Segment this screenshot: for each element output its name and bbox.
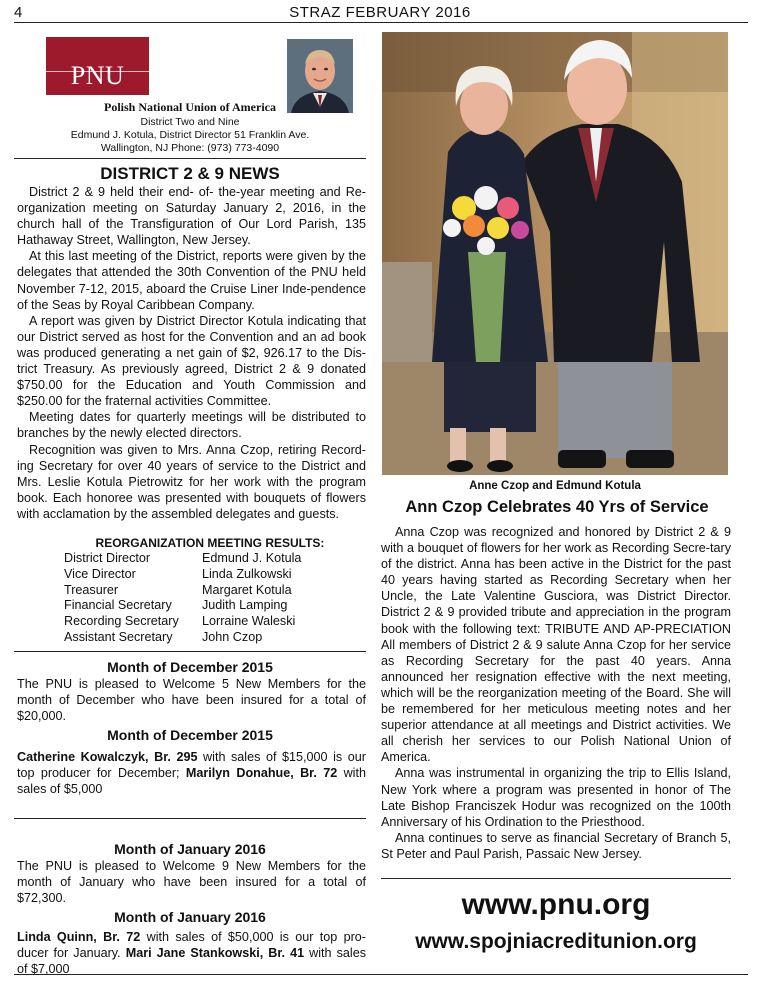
- news-paragraph: A report was given by District Director Kotula indicating that our District served as host for the Convention and an ad book was produced generating a net gain of $2, 926.17 to the Dis-trict Treasury. As previously agreed, District 2 & 9 donated $750.00 for the Education and Youth Commission and $250.00 for the fraternal activities Committee.: [17, 313, 366, 409]
- story-paragraph: Anna Czop was recognized and honored by District 2 & 9 with a bouquet of flowers for her work as Recording Secre-tary of the district. Anna has been active in the District for the past 40 years having started as Recording Secretary when her Uncle, the Late Valentine Gusciora, was District Director. District 2 & 9 provided tribute and appreciation in the program book with the following text: TRIBUTE AND AP-PRECIATION All members of District 2 & 9 salute Anna Czop for her service as Recording Secretary for the past 40 years. Anna announced her resignation effective with the next meeting, which will be the reorganization meeting of the Board. She will be remembered for her meticulous meeting notes and her superior attendance at all meetings and District activities. We all cherish her services to our Polish National Union of America.: [381, 525, 731, 765]
- officer-name: Linda Zulkowski: [202, 566, 292, 581]
- pnu-logo: [46, 37, 149, 95]
- december-members-text: [17, 676, 366, 724]
- photo-caption: Anne Czop and Edmund Kotula: [469, 480, 641, 492]
- logo-text: PNU: [70, 61, 125, 90]
- officer-name: Edmund J. Kotula: [202, 551, 302, 565]
- role: Recording Secretary: [64, 614, 179, 629]
- january-producers-paragraph: [17, 929, 366, 977]
- role: Assistant Secretary: [64, 629, 173, 644]
- news-paragraph: District 2 & 9 held their end- of- the-year meeting and Re-organization meeting on Saturday January 2, 2016, in the church hall of the Transfiguration of Our Lord Parish, 135 Hathaway Street, Wallington, New Jersey.: [17, 185, 366, 248]
- december-producers-title: Month of December 2015: [107, 727, 273, 743]
- results-row: [64, 598, 301, 614]
- officer-name: John Czop: [202, 629, 263, 644]
- january-members-paragraph: The PNU is pleased to Welcome 9 New Members for the month of January who have been insured for a total of $72,300.: [17, 859, 366, 905]
- results-row: [64, 614, 301, 630]
- news-paragraph: Meeting dates for quarterly meetings will be distributed to branches by the newly elected directors.: [17, 410, 366, 441]
- news-paragraph: Recognition was given to Mrs. Anna Czop, retiring Record-ing Secretary for over 40 years of service to the District and Mrs. Leslie Kotula Pietrowitz for her work with the program book. Each honoree was presented with bouquets of flowers with acclamation by the assembled delegates and guests.: [17, 442, 366, 521]
- top-producer: Linda Quinn, Br. 72: [17, 930, 141, 944]
- role: Vice Director: [64, 566, 136, 581]
- photo-image: [382, 32, 728, 475]
- second-producer: Marilyn Donahue, Br. 72: [185, 766, 338, 780]
- producer-text: with sales of $50,000 is our top pro-ducer for January.: [17, 930, 366, 960]
- december-producers-paragraph: [17, 749, 366, 797]
- section-rule: [381, 878, 731, 879]
- header-rule: [14, 22, 748, 23]
- january-members-text: [17, 858, 366, 906]
- officer-name: Judith Lamping: [202, 598, 288, 613]
- role: Treasurer: [64, 582, 119, 597]
- results-table: [64, 551, 301, 646]
- section-rule: [14, 818, 366, 819]
- december-producers-text: [17, 749, 366, 797]
- results-row: [64, 630, 301, 646]
- district-news-body: [17, 184, 366, 522]
- second-producer: Mari Jane Stankowski, Br. 41: [125, 946, 305, 960]
- story-paragraph: Anna continues to serve as financial Secretary of Branch 5, St Peter and Paul Parish, Passaic New Jersey.: [381, 830, 731, 861]
- newsletter-header: STRAZ FEBRUARY 2016: [289, 4, 471, 21]
- page-number: 4: [14, 4, 23, 21]
- org-name: Polish National Union of America: [103, 100, 276, 114]
- masthead-director-address: Edmund J. Kotula, District Director 51 Franklin Ave.: [70, 129, 310, 141]
- results-title: REORGANIZATION MEETING RESULTS:: [95, 536, 325, 550]
- footer-rule: [14, 974, 748, 975]
- news-paragraph: At this last meeting of the District, reports were given by the delegates that attended the 30th Convention of the PNU held November 7-12, 2015, aboard the Cruise Liner Inde-pendence of the Seas by Royal Caribbean Company.: [17, 249, 366, 312]
- results-row: [64, 551, 301, 567]
- masthead-district: District Two and Nine: [140, 116, 240, 128]
- producer-text: with sales of $15,000 is our top producer for December;: [17, 750, 366, 780]
- producer-text: with sales of $7,000: [17, 946, 366, 976]
- pnu-website-link[interactable]: www.pnu.org: [461, 888, 651, 921]
- results-row: [64, 567, 301, 583]
- december-members-paragraph: The PNU is pleased to Welcome 5 New Members for the month of December who have been insured for a total of $20,000.: [17, 677, 366, 723]
- masthead-phone: Wallington, NJ Phone: (973) 773-4090: [100, 142, 280, 154]
- december-members-title: Month of December 2015: [107, 659, 273, 675]
- officer-name: Lorraine Waleski: [202, 614, 296, 629]
- district-news-title: DISTRICT 2 & 9 NEWS: [100, 164, 280, 183]
- role: District Director: [64, 551, 151, 565]
- officer-name: Margaret Kotula: [202, 582, 292, 597]
- january-producers-title: Month of January 2016: [114, 909, 266, 925]
- producer-text: with sales of $5,000: [17, 766, 366, 796]
- results-row: [64, 583, 301, 599]
- january-members-title: Month of January 2016: [114, 841, 266, 857]
- january-producers-text: [17, 929, 366, 977]
- honoree-photo: [382, 32, 728, 475]
- role: Financial Secretary: [64, 598, 172, 613]
- section-rule: [14, 158, 366, 159]
- section-rule: [14, 651, 366, 652]
- story-paragraph: Anna was instrumental in organizing the trip to Ellis Island, New York where a program was presented in honor of The Late Bishop Franciszek Hodur was recognized on the 100th Anniversary of his Ordination to the Priesthood.: [381, 766, 731, 829]
- credit-union-website-link[interactable]: www.spojniacreditunion.org: [415, 930, 697, 953]
- story-title: Ann Czop Celebrates 40 Yrs of Service: [405, 498, 709, 516]
- top-producer: Catherine Kowalczyk, Br. 295: [17, 750, 198, 764]
- story-body: [381, 524, 731, 862]
